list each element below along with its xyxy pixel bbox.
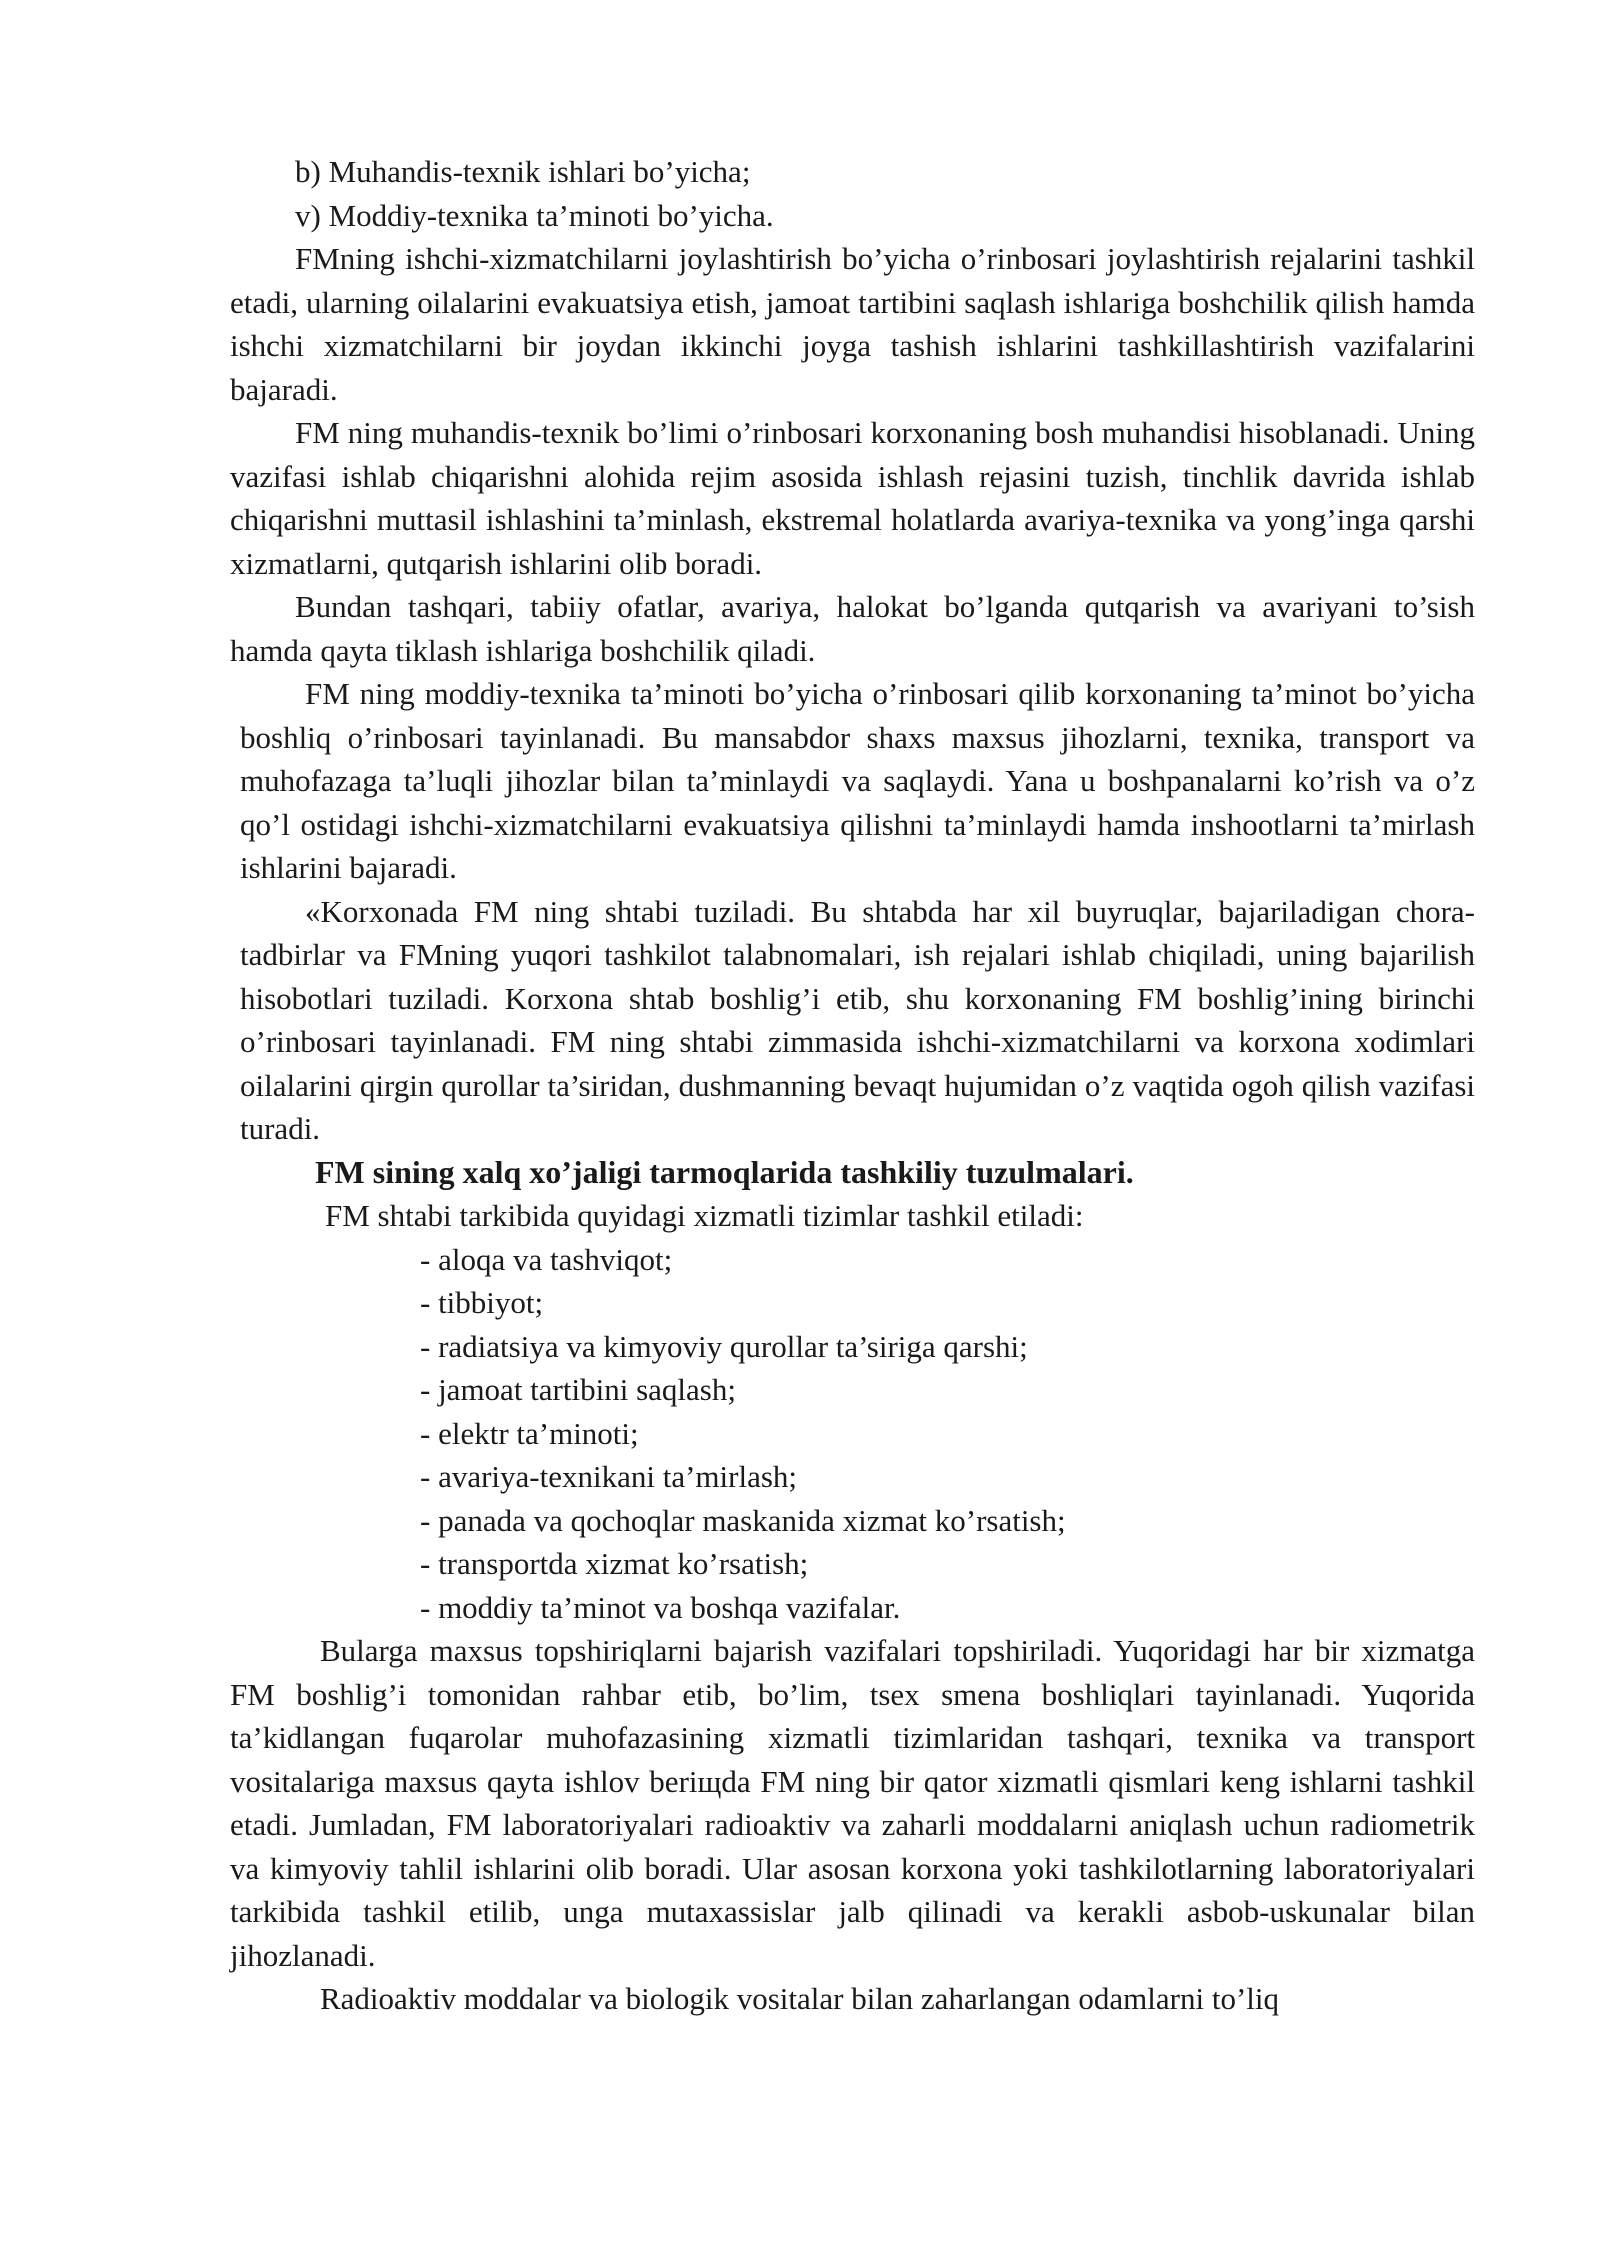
document-page (230, 150, 1475, 2021)
paragraph-material-deputy: FM ning moddiy-texnika ta’minoti bo’yicha o’rinbosari qilib korxonaning ta’minot bo’yicha boshliq o’rinbosari tayinlanadi. Bu mansabdor shaxs maxsus jihozlarni, texnika, transport va muhofazaga ta’luqli jihozlar bilan ta’minlaydi va saqlaydi. Yana u boshpanalarni ko’rish va o’z qo’l ostidagi ishchi-xizmatchilarni evakuatsiya qilishni ta’minlaydi hamda inshootlarni ta’mirlash ishlarini bajaradi. (240, 676, 1475, 885)
section-heading: FM sining xalq xo’jaligi tarmoqlarida tashkiliy tuzulmalari. (315, 1153, 1134, 1190)
paragraph-engineering-deputy: FM ning muhandis-texnik bo’limi o’rinbosari korxonaning bosh muhandisi hisoblanadi. Uning vazifasi ishlab chiqarishni alohida rejim asosida ishlash rejasini tuzish, tinchlik davrida ishlab chiqarishni muttasil ishlashini ta’minlash, ekstremal holatlarda avariya-texnika va yong’inga qarshi xizmatlarni, qutqarish ishlarini olib boradi. (230, 415, 1475, 581)
list-line-b: b) Muhandis-texnik ishlari bo’yicha; (295, 154, 751, 189)
paragraph-headquarters: «Korxonada FM ning shtabi tuziladi. Bu shtabda har xil buyruqlar, bajariladigan chora-tadbirlar va FMning yuqori tashkilot talabnomalari, ish rejalari ishlab chiqiladi, uning bajarilish hisobotlari tuziladi. Korxona shtab boshlig’i etib, shu korxonaning FM boshlig’ining birinchi o’rinbosari tayinlanadi. FM ning shtabi zimmasida ishchi-xizmatchilarni va korxona xodimlari oilalarini qirgin qurollar ta’siridan, dushmanning bevaqt hujumidan o’z vaqtida ogoh qilish vazifasi turadi. (240, 893, 1475, 1146)
paragraph-evacuation-deputy: FMning ishchi-xizmatchilarni joylashtirish bo’yicha o’rinbosari joylashtirish rejalarini tashkil etadi, ularning oilalarini evakuatsiya etish, jamoat tartibini saqlash ishlariga boshchilik qilish hamda ishchi xizmatchilarni bir joydan ikkinchi joyga tashish ishlarini tashkillashtirish vazifalarini bajaradi. (230, 241, 1475, 407)
list-item: - jamoat tartibini saqlash; (420, 1372, 736, 1407)
list-item: - aloqa va tashviqot; (420, 1241, 673, 1277)
list-item: - avariya-texnikani ta’mirlash; (420, 1459, 798, 1494)
paragraph-disasters: Bundan tashqari, tabiiy ofatlar, avariya, halokat bo’lganda qutqarish va avariyani to’sish hamda qayta tiklash ishlariga boshchilik qiladi. (230, 589, 1475, 668)
list-intro: FM shtabi tarkibida quyidagi xizmatli tizimlar tashkil etiladi: (325, 1198, 1084, 1233)
paragraph-special-tasks: Bularga maxsus topshiriqlarni bajarish vazifalari topshiriladi. Yuqoridagi har bir xizmatga FM boshlig’i tomonidan rahbar etib, bo’lim, tsex smena boshliqlari tayinlanadi. Yuqorida ta’kidlangan fuqarolar muhofazasining xizmatli tizimlaridan tashqari, texnika va transport vositalariga maxsus qayta ishlov beriщda FM ning bir qator xizmatli qismlari keng ishlarni tashkil etadi. Jumladan, FM laboratoriyalari radioaktiv va zaharli moddalarni aniqlash uchun radiometrik va kimyoviy tahlil ishlarini olib boradi. Ular asosan korxona yoki tashkilotlarning laboratoriyalari tarkibida tashkil etilib, unga mutaxassislar jalb qilinadi va kerakli asbob-uskunalar bilan jihozlanadi. (230, 1633, 1475, 1973)
shifted-section (230, 672, 1475, 1151)
paragraph-radioactive: Radioaktiv moddalar va biologik vositalar bilan zaharlangan odamlarni to’liq (320, 1981, 1280, 2016)
list-line-v: v) Moddiy-texnika ta’minoti bo’yicha. (295, 197, 774, 233)
list-item: - moddiy ta’minot va boshqa vazifalar. (420, 1589, 901, 1625)
list-item: - transportda xizmat ko’rsatish; (420, 1546, 809, 1581)
list-item: - radiatsiya va kimyoviy qurollar ta’siriga qarshi; (420, 1328, 1028, 1364)
list-item: - elektr ta’minoti; (420, 1415, 639, 1451)
list-item: - tibbiyot; (420, 1285, 544, 1320)
services-list (230, 1238, 1475, 1630)
list-item: - panada va qochoqlar maskanida xizmat ko’rsatish; (420, 1502, 1066, 1538)
